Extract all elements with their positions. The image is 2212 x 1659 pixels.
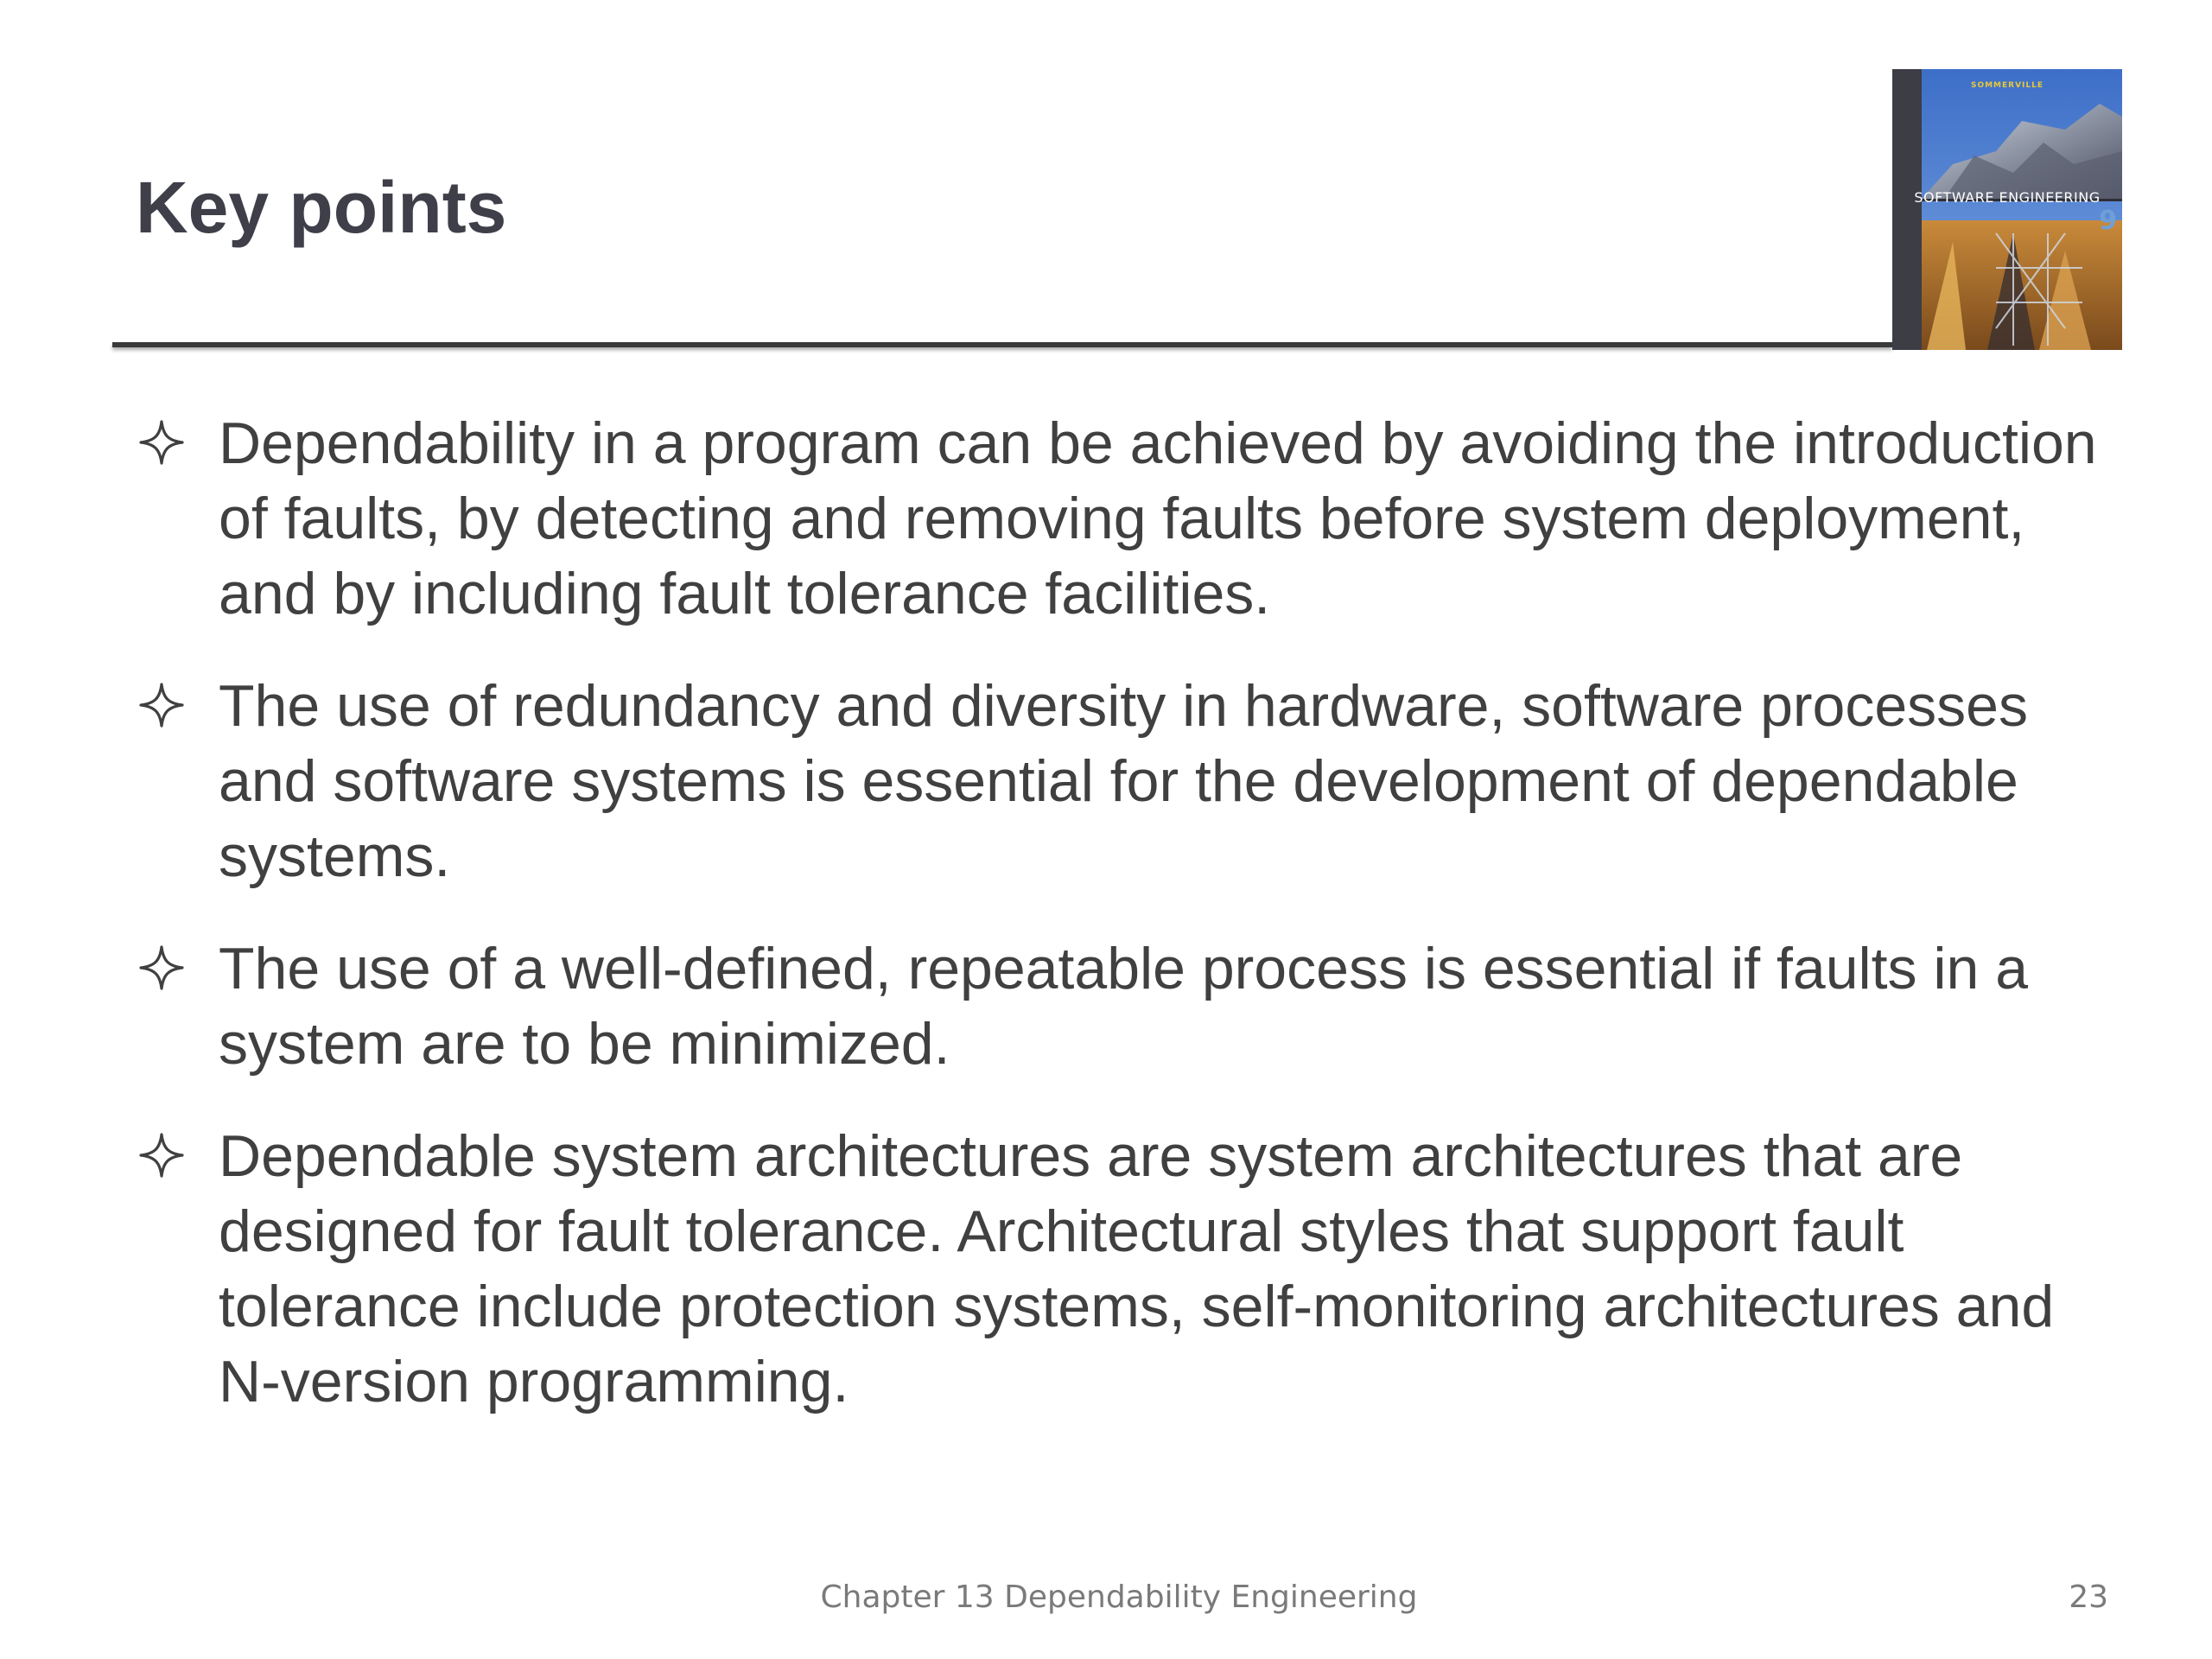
bullet-text: The use of redundancy and diversity in hardware, software processes and software systems is essential for the development of dependable systems. [219,673,2028,889]
title-divider [112,342,1892,347]
bullet-text: The use of a well-defined, repeatable process is essential if faults in a system are to be minimized. [219,936,2029,1077]
four-point-star-outline-icon [137,681,186,729]
list-item [136,406,2097,632]
list-item [136,669,2097,894]
bullet-text: Dependability in a program can be achieved by avoiding the introduction of faults, by detecting and removing faults before system deployment, and by including fault tolerance facilities. [219,410,2097,626]
list-item [136,1119,2097,1420]
book-edition: 9 [2099,206,2117,236]
slide-title: Key points [136,167,507,248]
four-point-star-outline-icon [137,418,186,467]
book-title: SOFTWARE ENGINEERING [1914,189,2101,206]
footer-chapter-title: Chapter 13 Dependability Engineering [820,1580,1418,1615]
list-item [136,931,2097,1082]
four-point-star-outline-icon [137,1131,186,1179]
book-author: SOMMERVILLE [1970,81,2044,90]
book-cover-artwork [1892,69,2122,350]
book-cover-image [1892,69,2122,350]
bullet-text: Dependable system architectures are system architectures that are designed for fault tolerance. Architectural styles that support fault tolerance include protection systems, self-monitoring architectures and N-version programming. [219,1123,2055,1414]
four-point-star-outline-icon [137,944,186,992]
page-number: 23 [2069,1580,2108,1615]
key-points-list [136,406,2097,1420]
